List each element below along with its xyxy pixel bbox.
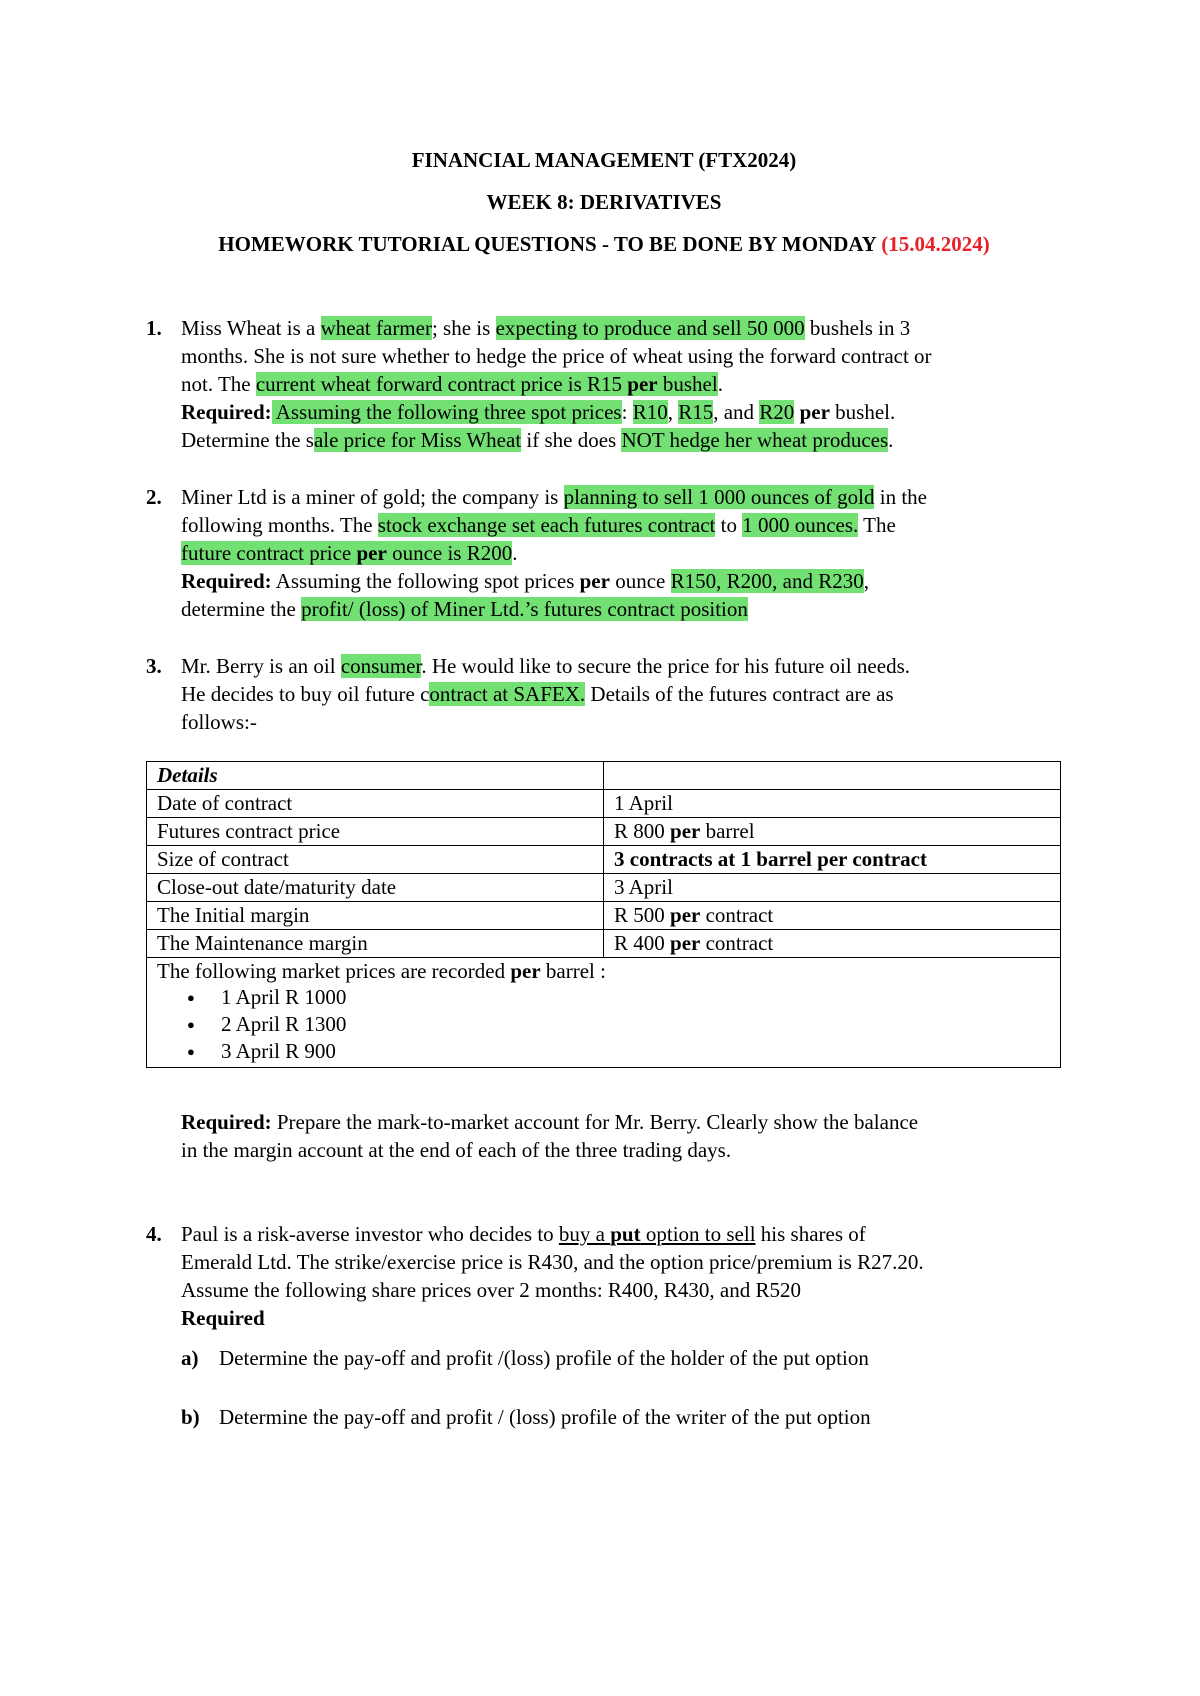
question-3-required: Required: Prepare the mark-to-market account for Mr. Berry. Clearly show the balance in the margin account at the end of each of the three trading days. (181, 1110, 919, 1162)
table-row: Size of contract 3 contracts at 1 barrel per contract (147, 846, 1061, 874)
question-3-number: 3. (146, 654, 162, 678)
course-title: FINANCIAL MANAGEMENT (FTX2024) (411, 148, 797, 172)
table-row: The Initial margin R 500 per contract (147, 902, 1061, 930)
question-2-number: 2. (146, 485, 162, 509)
homework-title: HOMEWORK TUTORIAL QUESTIONS - TO BE DONE BY MONDAY (15.04.2024) (218, 232, 990, 256)
question-1: Miss Wheat is a wheat farmer; she is expecting to produce and sell 50 000 bushels in 3 months. She is not sure whether to hedge the price of wheat using the forward contract or not. The current wheat forward contract price is R15 per bushel. Required: Assuming the following three spot prices: R10, R15, and R20 per bushel. Determine the sale price for Miss Wheat if she does NOT hedge her wheat produces. (181, 316, 932, 452)
table-row: Futures contract price R 800 per barrel (147, 818, 1061, 846)
table-header-row (147, 762, 1061, 790)
market-prices-list (157, 984, 1050, 1065)
question-4: Paul is a risk-averse investor who decides to buy a put option to sell his shares of Emerald Ltd. The strike/exercise price is R430, and the option price/premium is R27.20. Assume the following share prices over 2 months: R400, R430, and R520 Required (181, 1222, 924, 1330)
question-3: Mr. Berry is an oil consumer. He would like to secure the price for his future oil needs. He decides to buy oil future contract at SAFEX. Details of the futures contract are as follows:- (181, 654, 910, 734)
table-row: Date of contract 1 April (147, 790, 1061, 818)
week-title: WEEK 8: DERIVATIVES (486, 190, 722, 214)
table-row: Close-out date/maturity date 3 April (147, 874, 1061, 902)
list-item: ● 2 April R 1300 (221, 1011, 1050, 1038)
question-1-number: 1. (146, 316, 162, 340)
question-4-number: 4. (146, 1222, 162, 1246)
list-item: ● 3 April R 900 (221, 1038, 1050, 1065)
question-4a: a) Determine the pay-off and profit /(loss) profile of the holder of the put option (181, 1346, 869, 1370)
due-date: (15.04.2024) (881, 232, 990, 256)
table-row: The Maintenance margin R 400 per contract (147, 930, 1061, 958)
table-header-empty (604, 762, 1061, 790)
table-header-cell: Details (147, 762, 604, 790)
question-4b: b) Determine the pay-off and profit / (loss) profile of the writer of the put option (181, 1405, 871, 1429)
futures-details-table (146, 761, 1061, 1068)
question-2: Miner Ltd is a miner of gold; the company is planning to sell 1 000 ounces of gold in the following months. The stock exchange set each futures contract to 1 000 ounces. The future contract price per ounce is R200. Required: Assuming the following spot prices per ounce R150, R200, and R230, determine the profit/ (loss) of Miner Ltd.’s futures contract position (181, 485, 927, 621)
list-item: ● 1 April R 1000 (221, 984, 1050, 1011)
market-prices-row: The following market prices are recorded per barrel : ● 1 April R 1000 ● 2 April R 1300 ● 3 April R 900 (147, 958, 1061, 1068)
